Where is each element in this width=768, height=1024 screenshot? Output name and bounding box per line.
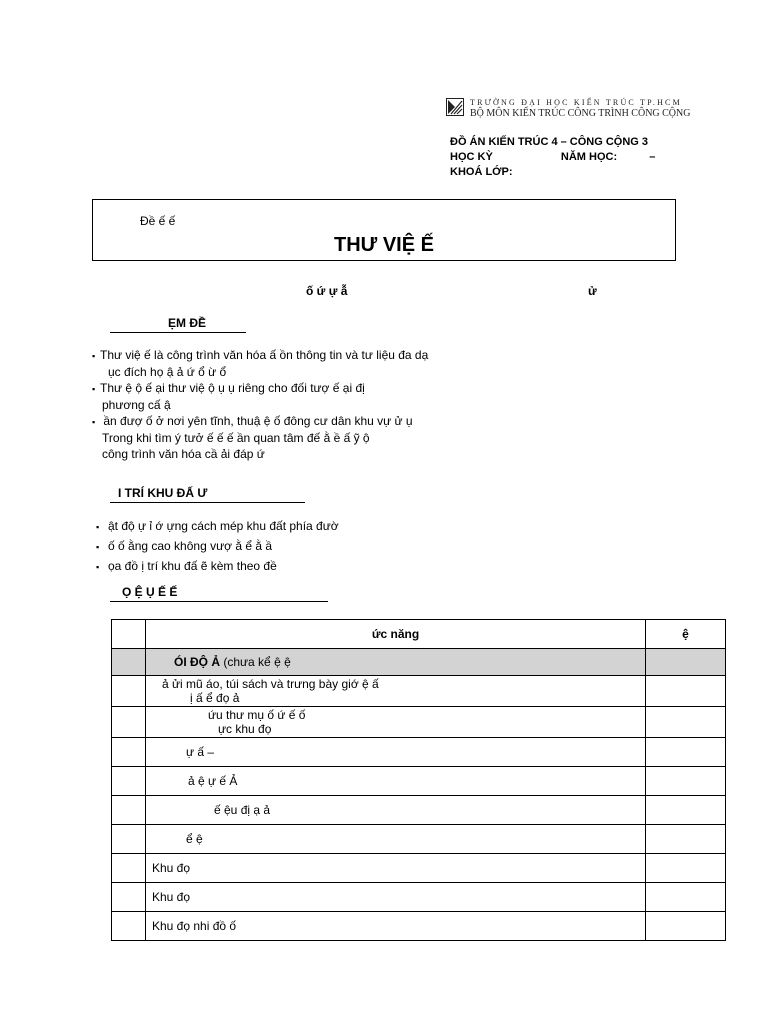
- table-row: [112, 767, 726, 796]
- table-header-cell: ức năng: [146, 620, 646, 649]
- list-item: ▪ ật độ ự ỉ ớ ựng cách mép khu đất phía đườ: [96, 519, 339, 533]
- list-item: ▪ Thư ệ ộ ế ại thư việ ộ ụ ụ riêng cho đối tượ ế ại đị: [92, 381, 365, 395]
- table-cell: ể ệ: [146, 825, 646, 854]
- list-item: công trình văn hóa cầ ải đáp ứ: [102, 447, 265, 461]
- table-cell: ÓI ĐỘ Ả (chưa kể ệ ệ: [146, 649, 646, 676]
- table-header-cell: [112, 620, 146, 649]
- list-item: ục đích họ ậ ả ứ ổ ừ ổ: [108, 365, 227, 379]
- section-heading-intro: ẸM ĐỀ: [110, 316, 246, 333]
- program-table: [111, 619, 726, 941]
- list-item: Trong khi tìm ý tưở ế ế ế ần quan tâm đế ằ ề ấ ỹ ộ: [102, 431, 370, 445]
- section-intro-body: [92, 347, 428, 462]
- year-dash: –: [649, 151, 656, 163]
- course-title: ĐỒ ÁN KIẾN TRÚC 4 – CÔNG CỘNG 3: [450, 136, 649, 148]
- school-logo-icon: [446, 98, 464, 116]
- table-cell: Khu đọ: [146, 883, 646, 912]
- topic-label: Đề ế ế: [140, 214, 176, 228]
- table-cell: ả ệ ự ế Ả: [146, 767, 646, 796]
- table-header-row: [112, 620, 726, 649]
- table-row: [112, 854, 726, 883]
- table-header-cell: ệ: [646, 620, 726, 649]
- table-row: [112, 738, 726, 767]
- table-cell: ế ệu đị ạ ả: [146, 796, 646, 825]
- table-cell: ự ấ –: [146, 738, 646, 767]
- section-heading-program: Ọ Ệ Ụ Ế Ế: [110, 585, 328, 602]
- table-cell: Khu đọ nhi đồ ố: [146, 912, 646, 941]
- subline-right: ử: [588, 284, 597, 298]
- page-title: THƯ VIỆ Ế: [334, 234, 434, 256]
- table-row: [112, 707, 726, 738]
- list-item: ▪ ố ố ằng cao không vượ ằ ể ằ ầ: [96, 539, 273, 553]
- section-heading-site: I TRÍ KHU ĐẤ Ư: [110, 486, 305, 503]
- year-label: NĂM HỌC:: [560, 151, 618, 163]
- table-row: [112, 912, 726, 941]
- department-name: BỘ MÔN KIẾN TRÚC CÔNG TRÌNH CÔNG CỘNG: [470, 108, 691, 119]
- table-cell: Khu đọ: [146, 854, 646, 883]
- semester-line: [450, 151, 655, 163]
- list-item: ▪ ần đượ ố ở nơi yên tĩnh, thuậ ệ ố đông cư dân khu vự ử ụ: [92, 414, 413, 428]
- table-cell: ứu thư mụ ố ứ ế ố ực khu đọ: [146, 707, 646, 738]
- section-site-body: [96, 517, 339, 577]
- list-item: ▪ Thư việ ế là công trình văn hóa ấ ồn thông tin và tư liệu đa dạ: [92, 348, 429, 362]
- list-item: ▪ ọa đồ ị trí khu đấ ẽ kèm theo đề: [96, 559, 277, 573]
- table-group-row: [112, 649, 726, 676]
- table-row: [112, 676, 726, 707]
- table-row: [112, 796, 726, 825]
- subline-left: ố ứ ự ẫ: [306, 284, 348, 298]
- school-name: TRƯỜNG ĐẠI HỌC KIẾN TRÚC TP.HCM: [470, 98, 682, 107]
- table-row: [112, 825, 726, 854]
- table-row: [112, 883, 726, 912]
- semester-label: HỌC KỲ: [450, 151, 493, 163]
- class-label: KHOÁ LỚP:: [450, 166, 513, 178]
- table-cell: ả ửi mũ áo, túi sách và trưng bày giớ ệ ấ ị ấ ể đọ ả: [146, 676, 646, 707]
- list-item: phương cấ ậ: [102, 398, 171, 412]
